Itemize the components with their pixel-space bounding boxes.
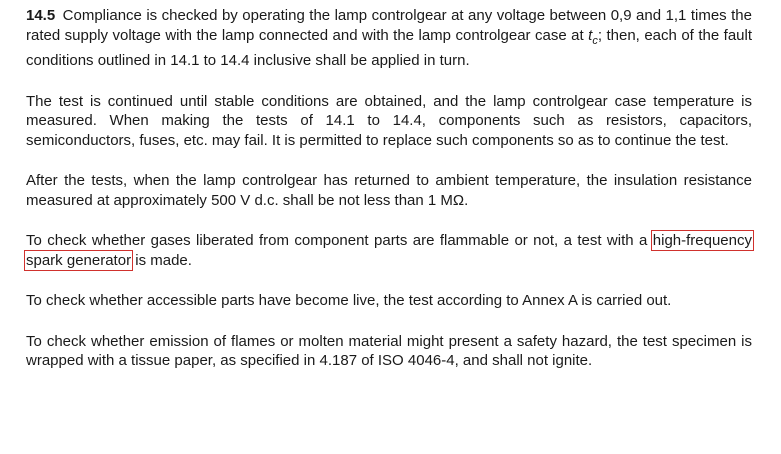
highlighted-term[interactable]: high-frequency spark generator: [26, 232, 752, 269]
document-body: [26, 6, 752, 392]
test-continuation-paragraph: The test is continued until stable conditions are obtained, and the lamp controlgear case temperature is measured. When making the tests of 14.1 to 14.4, components such as resistors, capacitors, semiconductors, fuses, etc. may fail. It is permitted to replace such components so as to continue the test.: [26, 92, 752, 149]
clause-text-start: Compliance is checked by operating the lamp controlgear at any voltage between 0,9 and 1,1 times the rated supply voltage with the lamp connected and with the lamp controlgear case at: [26, 7, 752, 44]
insulation-resistance-paragraph: After the tests, when the lamp controlgear has returned to ambient temperature, the insulation resistance measured at approximately 500 V d.c. shall be not less than 1 MΩ.: [26, 172, 752, 209]
flammable-gases-paragraph: [26, 231, 752, 270]
tc-symbol: [588, 26, 598, 47]
clause-number: 14.5: [26, 7, 56, 24]
clause-14-5-paragraph: [26, 6, 752, 71]
tc-letter: t: [588, 26, 593, 44]
tc-subscript: c: [592, 34, 598, 47]
flames-molten-paragraph: To check whether emission of flames or molten material might present a safety hazard, the test specimen is wrapped with a tissue paper, as specified in 4.187 of ISO 4046-4, and shall not ignite.: [26, 332, 752, 369]
gases-text-start: To check whether gases liberated from component parts are flammable or not, a test with a: [26, 232, 653, 249]
accessible-parts-paragraph: To check whether accessible parts have become live, the test according to Annex A is carried out.: [26, 292, 672, 309]
clause-text-end: ; then, each of the fault conditions outlined in 14.1 to 14.4 inclusive shall be applied in turn.: [26, 26, 753, 69]
gases-text-end: is made.: [131, 251, 192, 269]
